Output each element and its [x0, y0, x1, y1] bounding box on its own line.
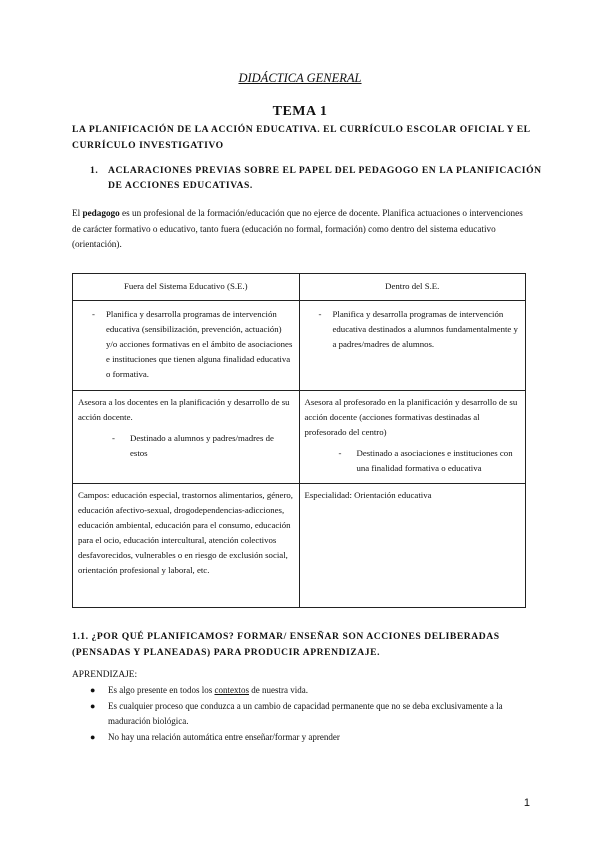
r3-left-text: Campos: educación especial, trastornos alimentarios, género, educación afectivo-sexual, drogodependencias-adicciones, educación ambiental, educación para el consumo, educación para el ocio, educación intercultural, atención colectivos desfavorecidos, vulnerables o en riesgo de exclusión social, orientación profesional y laboral, etc. — [78, 490, 293, 575]
aprendizaje-list — [72, 683, 512, 746]
list-item — [72, 730, 512, 745]
r1-right-item: Planifica y desarrolla programas de intervención educativa destinados a alumnos fundamentalmente y a padres/madres de alumnos. — [332, 309, 518, 349]
bullet-icon: ● — [90, 701, 96, 711]
list-item — [72, 699, 512, 729]
section-1-title: ACLARACIONES PREVIAS SOBRE EL PAPEL DEL PEDAGOGO EN LA PLANIFICACIÓN DE ACCIONES EDUCATIVAS. — [108, 165, 542, 191]
intro-term: pedagogo — [82, 208, 120, 218]
course-title: DIDÁCTICA GENERAL — [238, 71, 362, 85]
intro-rest: es un profesional de la formación/educación que no ejerce de docente. Planifica actuaciones o intervenciones de carácter formativo o educativo, tanto fuera (educación no formal, formación) como dentro del sistema educativo (orientación). — [72, 208, 523, 249]
r1-left-item: Planifica y desarrolla programas de intervención educativa (sensibilización, prevención, actuación) y/o acciones formativas en el ámbito de asociaciones e instituciones que tienen alguna finalidad educativa o formativa. — [106, 309, 293, 379]
table-cell-r1-left — [73, 301, 300, 391]
list-item — [305, 446, 521, 476]
tema-subtitle: LA PLANIFICACIÓN DE LA ACCIÓN EDUCATIVA. EL CURRÍCULO ESCOLAR OFICIAL Y EL CURRÍCULO INVESTIGATIVO — [72, 124, 531, 151]
aprendizaje-label: APRENDIZAJE: — [72, 670, 138, 680]
bullet-icon: ● — [90, 732, 96, 742]
section-1-number: 1. — [90, 165, 99, 176]
dash-marker: - — [112, 433, 115, 443]
pedagogo-table — [72, 273, 526, 608]
dash-marker: - — [92, 309, 95, 319]
r3-right-text: Especialidad: Orientación educativa — [304, 490, 432, 500]
r2-right-text: Asesora al profesorado en la planificación y desarrollo de su acción docente (acciones formativas destinadas al profesorado del centro) — [304, 397, 518, 437]
tema-heading: TEMA 1 — [272, 104, 328, 119]
intro-lead: El — [72, 208, 83, 218]
r2-left-item: Destinado a alumnos y padres/madres de estos — [130, 433, 274, 458]
bullet-1-before: Es algo presente en todos los — [108, 685, 215, 695]
intro-paragraph — [72, 206, 532, 253]
list-item — [72, 683, 512, 698]
list-item — [305, 307, 521, 352]
dash-marker: - — [338, 448, 342, 458]
r2-left-text: Asesora a los docentes en la planificación y desarrollo de su acción docente. — [78, 397, 290, 422]
dash-marker: - — [318, 309, 322, 319]
bullet-1-after: de nuestra vida. — [248, 685, 308, 695]
table-header-fuera: Fuera del Sistema Educativo (S.E.) — [73, 274, 300, 301]
table-cell-r2-left — [73, 391, 300, 484]
bullet-1-underlined: contextos — [214, 685, 249, 695]
list-item — [78, 307, 294, 382]
table-header-dentro: Dentro del S.E. — [299, 274, 526, 301]
r2-right-item: Destinado a asociaciones e instituciones con una finalidad formativa o educativa — [356, 448, 513, 473]
list-item — [78, 431, 294, 461]
table-cell-r3-right — [299, 484, 526, 608]
bullet-icon: ● — [90, 685, 96, 695]
table-cell-r1-right — [299, 301, 526, 391]
bullet-3-text: No hay una relación automática entre enseñar/formar y aprender — [108, 732, 340, 742]
section-1-1-heading: 1.1. ¿POR QUÉ PLANIFICAMOS? FORMAR/ ENSEÑAR SON ACCIONES DELIBERADAS (PENSADAS Y PLANEADAS) PARA PRODUCIR APRENDIZAJE. — [72, 631, 500, 658]
table-cell-r3-left — [73, 484, 300, 608]
page-number: 1 — [523, 797, 530, 809]
table-cell-r2-right — [299, 391, 526, 484]
bullet-2-text: Es cualquier proceso que conduzca a un cambio de capacidad permanente que no se deba exclusivamente a la maduración biológica. — [108, 701, 503, 726]
